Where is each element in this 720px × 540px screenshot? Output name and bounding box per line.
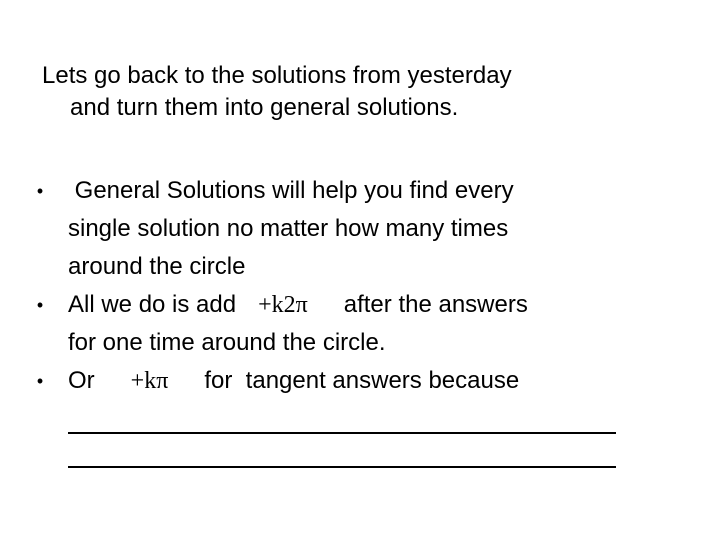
bullet-general-solutions — [28, 172, 688, 286]
bullet-3-line-1 — [28, 362, 688, 400]
bullet-dot: • — [36, 371, 44, 391]
bullet-3-before: Or — [68, 367, 95, 394]
math-plus-k-2pi: +k2π — [258, 292, 308, 318]
bullet-1-line-3: around the circle — [68, 253, 246, 280]
math-plus-k-pi: +kπ — [130, 368, 169, 394]
intro-line-1: Lets go back to the solutions from yesterday — [42, 62, 512, 89]
answer-blank-line-2 — [68, 434, 616, 468]
bullet-2-before: All we do is add — [68, 291, 237, 318]
answer-blank-line-1 — [68, 400, 616, 434]
bullet-dot: • — [36, 181, 44, 201]
bullet-1-line-1: General Solutions will help you find every — [68, 177, 514, 204]
intro-paragraph — [42, 60, 662, 124]
bullet-list — [28, 172, 688, 468]
bullet-2-after: after the answers — [343, 291, 528, 318]
bullet-1-line-2: single solution no matter how many times — [68, 215, 509, 242]
bullet-2-line-1 — [28, 286, 688, 324]
bullet-or-kpi — [28, 362, 688, 468]
bullet-dot: • — [36, 295, 44, 315]
intro-line-2: and turn them into general solutions. — [70, 94, 459, 121]
bullet-add-k2pi — [28, 286, 688, 362]
bullet-2-line-2: for one time around the circle. — [68, 329, 386, 356]
bullet-3-after: for tangent answers because — [204, 367, 520, 394]
